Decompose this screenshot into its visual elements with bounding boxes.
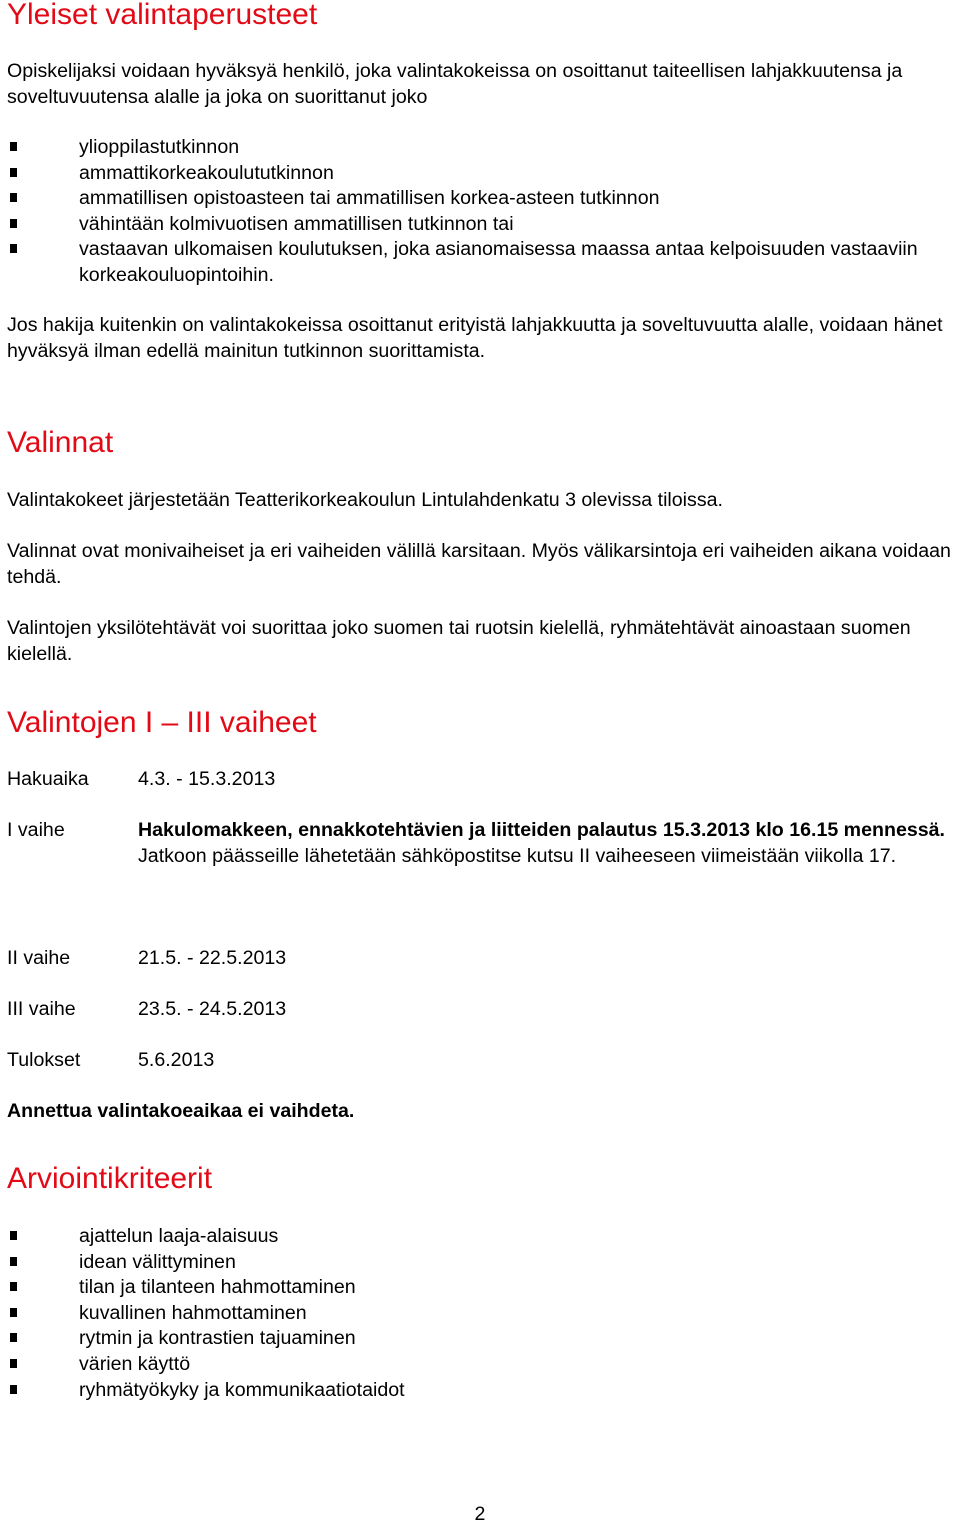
criteria-list bbox=[7, 1224, 952, 1403]
schedule-label: Hakuaika bbox=[7, 768, 89, 790]
list-item: ammatillisen opistoasteen tai ammatillisen korkea-asteen tutkinnon bbox=[7, 186, 952, 212]
intro-paragraph: Opiskelijaksi voidaan hyväksyä henkilö, joka valintakokeissa on osoittanut taiteellisen lahjakkuutensa ja soveltuvuutensa alalle ja joka on suorittanut joko bbox=[7, 60, 903, 108]
list-item: vastaavan ulkomaisen koulutuksen, joka asianomaisessa maassa antaa kelpoisuuden vastaaviin korkeakouluopintoihin. bbox=[7, 237, 952, 288]
schedule-value: 4.3. - 15.3.2013 bbox=[138, 768, 276, 790]
list-item: rytmin ja kontrastien tajuaminen bbox=[7, 1326, 952, 1352]
bullet-square-icon bbox=[10, 1308, 17, 1317]
valinnat-paragraph-2: Valinnat ovat monivaiheiset ja eri vaiheiden välillä karsitaan. Myös välikarsintoja eri vaiheiden aikana voidaan tehdä. bbox=[7, 540, 951, 588]
bullet-square-icon bbox=[10, 244, 17, 253]
bullet-square-icon bbox=[10, 1385, 17, 1394]
schedule-label: Tulokset bbox=[7, 1049, 81, 1071]
schedule-note-bold: Annettua valintakoeaikaa ei vaihdeta. bbox=[7, 1100, 355, 1122]
schedule-label: III vaihe bbox=[7, 998, 76, 1020]
list-item: tilan ja tilanteen hahmottaminen bbox=[7, 1275, 952, 1301]
schedule-value: 23.5. - 24.5.2013 bbox=[138, 998, 287, 1020]
list-item: kuvallinen hahmottaminen bbox=[7, 1301, 952, 1327]
heading-valintojen-vaiheet: Valintojen I – III vaiheet bbox=[7, 706, 317, 739]
list-item: ammattikorkeakoulututkinnon bbox=[7, 161, 952, 187]
bullet-square-icon bbox=[10, 168, 17, 177]
schedule-note: Jatkoon päässeille lähetetään sähköpostitse kutsu II vaiheeseen viimeistään viikolla 17. bbox=[138, 844, 897, 867]
bullet-square-icon bbox=[10, 219, 17, 228]
outro-paragraph: Jos hakija kuitenkin on valintakokeissa osoittanut erityistä lahjakkuutta ja soveltuvuutta alalle, voidaan hänet hyväksyä ilman edellä mainitun tutkinnon suorittamista. bbox=[7, 314, 943, 362]
bullet-square-icon bbox=[10, 1257, 17, 1266]
list-item: ajattelun laaja-alaisuus bbox=[7, 1224, 952, 1250]
bullet-square-icon bbox=[10, 142, 17, 151]
schedule-value: 5.6.2013 bbox=[138, 1049, 215, 1071]
heading-arviointikriteerit: Arviointikriteerit bbox=[7, 1162, 213, 1195]
bullet-square-icon bbox=[10, 193, 17, 202]
schedule-label: II vaihe bbox=[7, 947, 71, 969]
heading-yleiset-valintaperusteet: Yleiset valintaperusteet bbox=[7, 0, 318, 31]
list-item: värien käyttö bbox=[7, 1352, 952, 1378]
qualification-list bbox=[7, 135, 952, 289]
heading-valinnat: Valinnat bbox=[7, 426, 114, 459]
list-item: vähintään kolmivuotisen ammatillisen tutkinnon tai bbox=[7, 212, 952, 238]
valinnat-paragraph-1: Valintakokeet järjestetään Teatterikorkeakoulun Lintulahdenkatu 3 olevissa tiloissa. bbox=[7, 489, 723, 511]
list-item: ryhmätyökyky ja kommunikaatiotaidot bbox=[7, 1378, 952, 1404]
deadline-text: Hakulomakkeen, ennakkotehtävien ja liitteiden palautus 15.3.2013 klo 16.15 mennessä. bbox=[138, 819, 945, 841]
bullet-square-icon bbox=[10, 1282, 17, 1291]
valinnat-paragraph-3: Valintojen yksilötehtävät voi suorittaa joko suomen tai ruotsin kielellä, ryhmätehtävät ainoastaan suomen kielellä. bbox=[7, 617, 911, 665]
bullet-square-icon bbox=[10, 1333, 17, 1342]
list-item: idean välittyminen bbox=[7, 1250, 952, 1276]
bullet-square-icon bbox=[10, 1359, 17, 1368]
list-item: ylioppilastutkinnon bbox=[7, 135, 952, 161]
schedule-label: I vaihe bbox=[7, 819, 65, 841]
schedule-value: 21.5. - 22.5.2013 bbox=[138, 947, 287, 969]
bullet-square-icon bbox=[10, 1231, 17, 1240]
page-number: 2 bbox=[474, 1503, 486, 1525]
